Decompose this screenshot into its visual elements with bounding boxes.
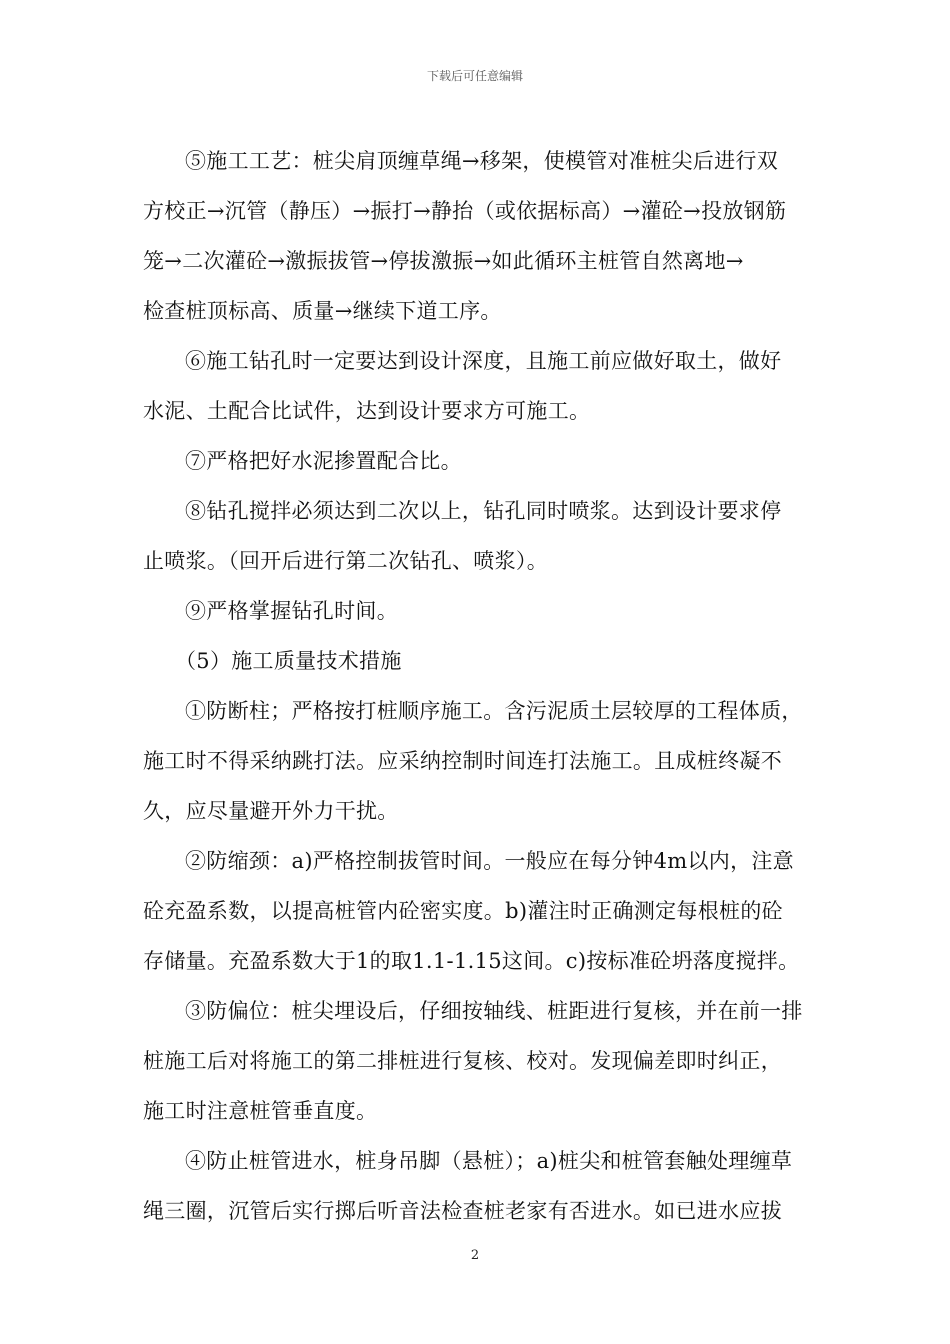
paragraph-line: 施工时不得采纳跳打法。应采纳控制时间连打法施工。且成桩终凝不 (143, 749, 782, 773)
paragraph-line: 绳三圈，沉管后实行掷后听音法检查桩老家有否进水。如已进水应拔 (143, 1199, 782, 1223)
paragraph-line: ④防止桩管进水，桩身吊脚（悬桩）；a)桩尖和桩管套触处理缠草 (185, 1149, 793, 1173)
paragraph-line: ⑤施工工艺：桩尖肩顶缠草绳→移架，使模管对准桩尖后进行双 (185, 149, 778, 173)
paragraph-line: ③防偏位：桩尖埋设后，仔细按轴线、桩距进行复核，并在前一排 (185, 999, 803, 1023)
paragraph-line: 水泥、土配合比试件，达到设计要求方可施工。 (143, 399, 591, 423)
paragraph-line: 施工时注意桩管垂直度。 (143, 1099, 378, 1123)
document-body (143, 147, 815, 1247)
paragraph-line: 久，应尽量避开外力干扰。 (143, 799, 399, 823)
paragraph-line: 检查桩顶标高、质量→继续下道工序。 (143, 299, 502, 323)
paragraph-line: ⑧钻孔搅拌必须达到二次以上，钻孔同时喷浆。达到设计要求停 (185, 499, 782, 523)
paragraph-line: ②防缩颈：a)严格控制拔管时间。一般应在每分钟4m以内，注意 (185, 849, 794, 873)
paragraph-line: ⑦严格把好水泥掺置配合比。 (185, 449, 462, 473)
paragraph-line: 笼→二次灌砼→激振拔管→停拔激振→如此循环主桩管自然离地→ (143, 249, 744, 273)
paragraph-line: 止喷浆。（回开后进行第二次钻孔、喷浆）。 (143, 549, 548, 573)
paragraph-line: 方校正→沉管（静压）→振打→静抬（或依据标高）→灌砼→投放钢筋 (143, 199, 787, 223)
paragraph-line: ⑨严格掌握钻孔时间。 (185, 599, 398, 623)
section-heading: （5）施工质量技术措施 (175, 649, 402, 673)
paragraph-line: 砼充盈系数，以提高桩管内砼密实度。b)灌注时正确测定每根桩的砼 (143, 899, 783, 923)
paragraph-line: ⑥施工钻孔时一定要达到设计深度，且施工前应做好取土，做好 (185, 349, 782, 373)
paragraph-line: ①防断柱；严格按打桩顺序施工。含污泥质土层较厚的工程体质， (185, 699, 803, 723)
paragraph-line: 存储量。充盈系数大于1的取1.1-1.15这间。c)按标准砼坍落度搅拌。 (143, 949, 800, 973)
paragraph-line: 桩施工后对将施工的第二排桩进行复核、校对。发现偏差即时纠正， (143, 1049, 782, 1073)
header-note: 下载后可任意编辑 (426, 69, 523, 83)
page-number: 2 (470, 1248, 480, 1263)
